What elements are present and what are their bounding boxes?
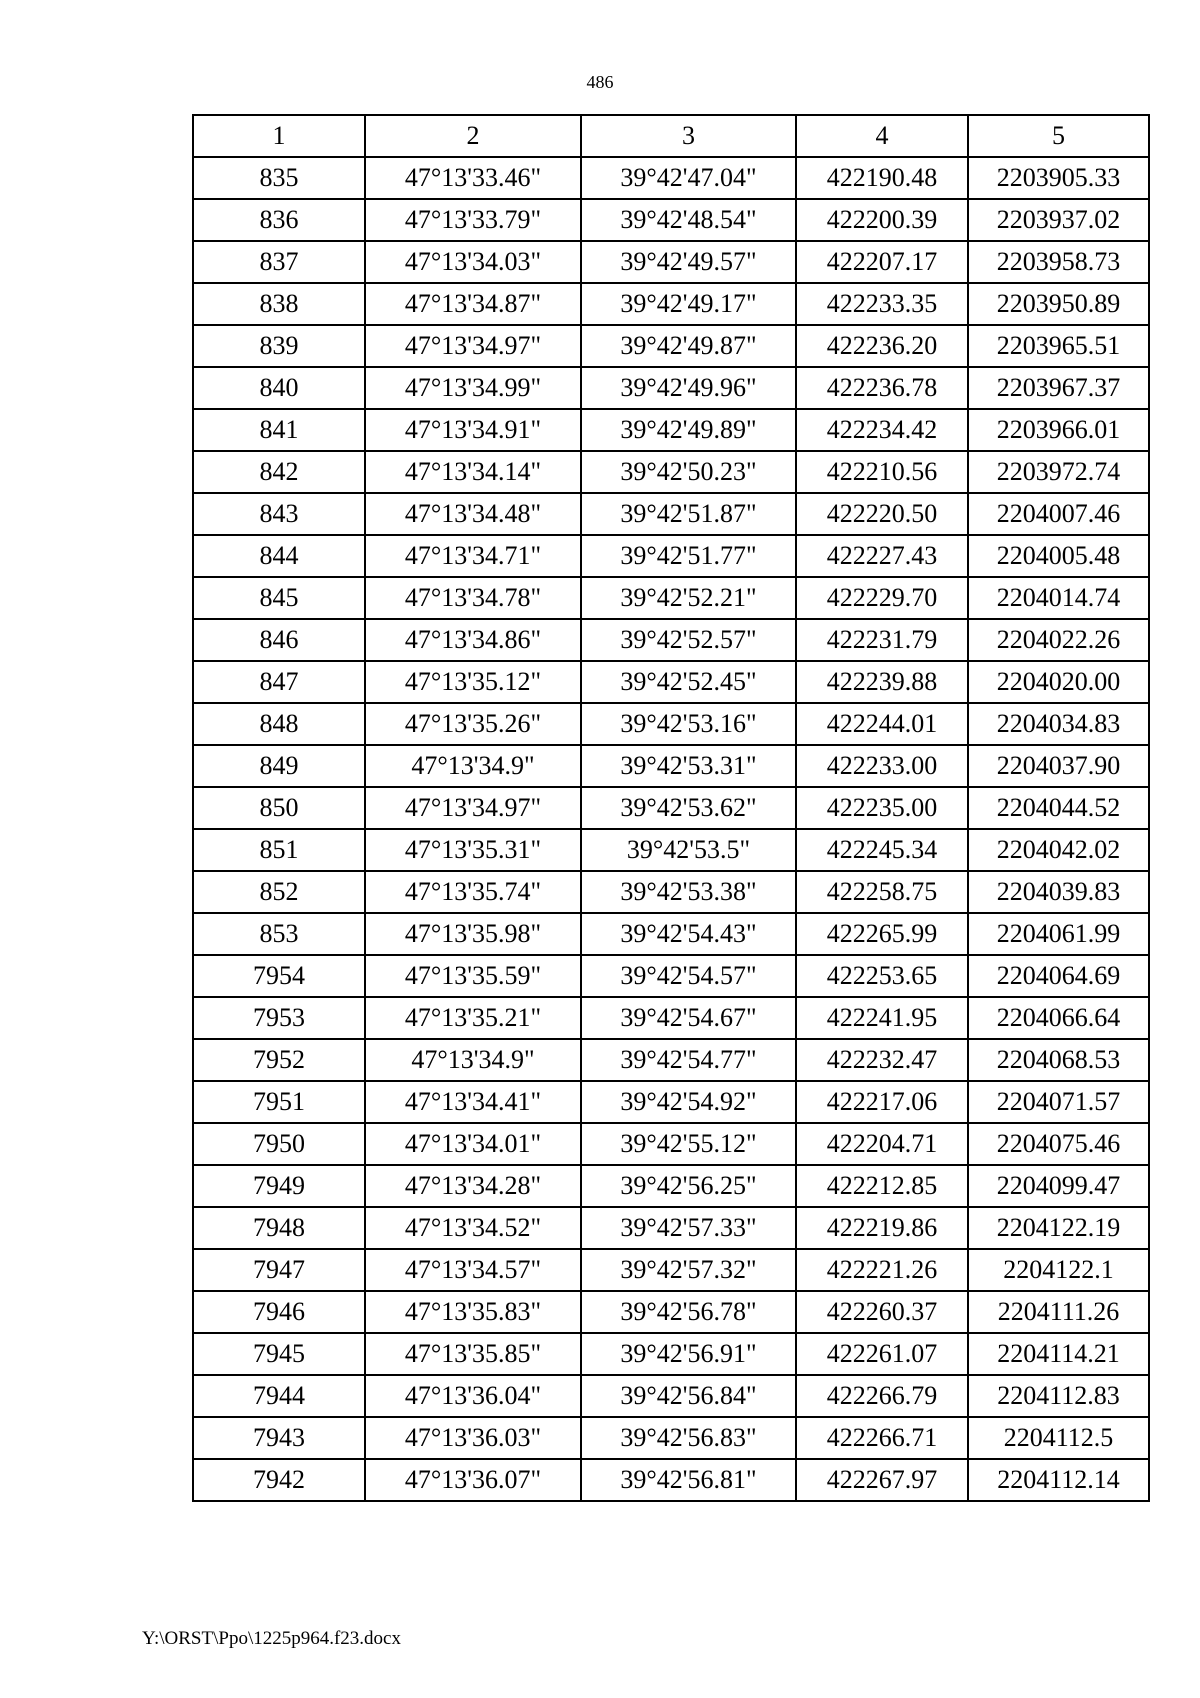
latitude-cell: 47°13'34.9" <box>365 1039 581 1081</box>
y-coordinate-cell: 2204064.69 <box>968 955 1149 997</box>
longitude-cell: 39°42'49.57" <box>581 241 796 283</box>
point-number-cell: 839 <box>193 325 365 367</box>
table-row <box>193 1459 1149 1501</box>
point-number-cell: 836 <box>193 199 365 241</box>
latitude-cell: 47°13'34.03" <box>365 241 581 283</box>
longitude-cell: 39°42'48.54" <box>581 199 796 241</box>
y-coordinate-cell: 2204071.57 <box>968 1081 1149 1123</box>
y-coordinate-cell: 2204039.83 <box>968 871 1149 913</box>
x-coordinate-cell: 422229.70 <box>796 577 968 619</box>
latitude-cell: 47°13'34.41" <box>365 1081 581 1123</box>
point-number-cell: 7953 <box>193 997 365 1039</box>
latitude-cell: 47°13'35.85" <box>365 1333 581 1375</box>
x-coordinate-cell: 422190.48 <box>796 157 968 199</box>
latitude-cell: 47°13'34.91" <box>365 409 581 451</box>
table-row <box>193 451 1149 493</box>
y-coordinate-cell: 2204068.53 <box>968 1039 1149 1081</box>
footer-file-path: Y:\ORST\Ppo\1225p964.f23.docx <box>142 1628 401 1649</box>
longitude-cell: 39°42'54.43" <box>581 913 796 955</box>
point-number-cell: 837 <box>193 241 365 283</box>
y-coordinate-cell: 2204112.5 <box>968 1417 1149 1459</box>
x-coordinate-cell: 422221.26 <box>796 1249 968 1291</box>
x-coordinate-cell: 422244.01 <box>796 703 968 745</box>
page-number: 486 <box>586 72 614 92</box>
x-coordinate-cell: 422219.86 <box>796 1207 968 1249</box>
point-number-cell: 845 <box>193 577 365 619</box>
point-number-cell: 842 <box>193 451 365 493</box>
latitude-cell: 47°13'35.31" <box>365 829 581 871</box>
x-coordinate-cell: 422239.88 <box>796 661 968 703</box>
x-coordinate-cell: 422231.79 <box>796 619 968 661</box>
y-coordinate-cell: 2204112.83 <box>968 1375 1149 1417</box>
longitude-cell: 39°42'57.33" <box>581 1207 796 1249</box>
table-row <box>193 241 1149 283</box>
longitude-cell: 39°42'49.87" <box>581 325 796 367</box>
y-coordinate-cell: 2204122.1 <box>968 1249 1149 1291</box>
latitude-cell: 47°13'35.21" <box>365 997 581 1039</box>
longitude-cell: 39°42'51.87" <box>581 493 796 535</box>
latitude-cell: 47°13'34.01" <box>365 1123 581 1165</box>
y-coordinate-cell: 2203937.02 <box>968 199 1149 241</box>
table-row <box>193 325 1149 367</box>
y-coordinate-cell: 2203966.01 <box>968 409 1149 451</box>
table-row <box>193 535 1149 577</box>
x-coordinate-cell: 422267.97 <box>796 1459 968 1501</box>
latitude-cell: 47°13'35.83" <box>365 1291 581 1333</box>
y-coordinate-cell: 2204061.99 <box>968 913 1149 955</box>
longitude-cell: 39°42'55.12" <box>581 1123 796 1165</box>
x-coordinate-cell: 422266.79 <box>796 1375 968 1417</box>
point-number-cell: 7942 <box>193 1459 365 1501</box>
table-row <box>193 1123 1149 1165</box>
latitude-cell: 47°13'36.07" <box>365 1459 581 1501</box>
table-row <box>193 913 1149 955</box>
x-coordinate-cell: 422233.00 <box>796 745 968 787</box>
point-number-cell: 7946 <box>193 1291 365 1333</box>
point-number-cell: 7954 <box>193 955 365 997</box>
column-header-point-number: 1 <box>193 115 365 157</box>
y-coordinate-cell: 2204037.90 <box>968 745 1149 787</box>
point-number-cell: 7949 <box>193 1165 365 1207</box>
table-row <box>193 283 1149 325</box>
point-number-cell: 849 <box>193 745 365 787</box>
longitude-cell: 39°42'52.45" <box>581 661 796 703</box>
table-row <box>193 661 1149 703</box>
latitude-cell: 47°13'34.97" <box>365 325 581 367</box>
longitude-cell: 39°42'56.91" <box>581 1333 796 1375</box>
point-number-cell: 853 <box>193 913 365 955</box>
y-coordinate-cell: 2204020.00 <box>968 661 1149 703</box>
table-row <box>193 157 1149 199</box>
y-coordinate-cell: 2204022.26 <box>968 619 1149 661</box>
point-number-cell: 835 <box>193 157 365 199</box>
latitude-cell: 47°13'34.48" <box>365 493 581 535</box>
point-number-cell: 7947 <box>193 1249 365 1291</box>
x-coordinate-cell: 422236.78 <box>796 367 968 409</box>
longitude-cell: 39°42'56.84" <box>581 1375 796 1417</box>
latitude-cell: 47°13'36.03" <box>365 1417 581 1459</box>
longitude-cell: 39°42'53.5" <box>581 829 796 871</box>
latitude-cell: 47°13'35.98" <box>365 913 581 955</box>
column-header-y-coordinate: 5 <box>968 115 1149 157</box>
point-number-cell: 843 <box>193 493 365 535</box>
latitude-cell: 47°13'34.52" <box>365 1207 581 1249</box>
latitude-cell: 47°13'34.87" <box>365 283 581 325</box>
longitude-cell: 39°42'52.57" <box>581 619 796 661</box>
y-coordinate-cell: 2204112.14 <box>968 1459 1149 1501</box>
table-row <box>193 1039 1149 1081</box>
x-coordinate-cell: 422236.20 <box>796 325 968 367</box>
x-coordinate-cell: 422217.06 <box>796 1081 968 1123</box>
latitude-cell: 47°13'34.78" <box>365 577 581 619</box>
x-coordinate-cell: 422232.47 <box>796 1039 968 1081</box>
table-row <box>193 955 1149 997</box>
point-number-cell: 7944 <box>193 1375 365 1417</box>
y-coordinate-cell: 2204042.02 <box>968 829 1149 871</box>
point-number-cell: 852 <box>193 871 365 913</box>
longitude-cell: 39°42'49.17" <box>581 283 796 325</box>
latitude-cell: 47°13'35.12" <box>365 661 581 703</box>
latitude-cell: 47°13'33.46" <box>365 157 581 199</box>
table-header <box>193 115 1149 157</box>
point-number-cell: 846 <box>193 619 365 661</box>
point-number-cell: 841 <box>193 409 365 451</box>
longitude-cell: 39°42'53.16" <box>581 703 796 745</box>
point-number-cell: 851 <box>193 829 365 871</box>
latitude-cell: 47°13'33.79" <box>365 199 581 241</box>
y-coordinate-cell: 2203967.37 <box>968 367 1149 409</box>
column-header-longitude: 3 <box>581 115 796 157</box>
latitude-cell: 47°13'34.86" <box>365 619 581 661</box>
x-coordinate-cell: 422241.95 <box>796 997 968 1039</box>
point-number-cell: 7951 <box>193 1081 365 1123</box>
x-coordinate-cell: 422210.56 <box>796 451 968 493</box>
x-coordinate-cell: 422233.35 <box>796 283 968 325</box>
header-row <box>193 115 1149 157</box>
point-number-cell: 847 <box>193 661 365 703</box>
latitude-cell: 47°13'35.74" <box>365 871 581 913</box>
longitude-cell: 39°42'47.04" <box>581 157 796 199</box>
point-number-cell: 7943 <box>193 1417 365 1459</box>
longitude-cell: 39°42'54.67" <box>581 997 796 1039</box>
x-coordinate-cell: 422207.17 <box>796 241 968 283</box>
x-coordinate-cell: 422266.71 <box>796 1417 968 1459</box>
table-row <box>193 367 1149 409</box>
longitude-cell: 39°42'50.23" <box>581 451 796 493</box>
x-coordinate-cell: 422265.99 <box>796 913 968 955</box>
longitude-cell: 39°42'56.83" <box>581 1417 796 1459</box>
point-number-cell: 840 <box>193 367 365 409</box>
latitude-cell: 47°13'34.28" <box>365 1165 581 1207</box>
x-coordinate-cell: 422260.37 <box>796 1291 968 1333</box>
point-number-cell: 838 <box>193 283 365 325</box>
table-row <box>193 703 1149 745</box>
table-row <box>193 829 1149 871</box>
x-coordinate-cell: 422212.85 <box>796 1165 968 1207</box>
y-coordinate-cell: 2204075.46 <box>968 1123 1149 1165</box>
longitude-cell: 39°42'53.62" <box>581 787 796 829</box>
table-row <box>193 199 1149 241</box>
table-row <box>193 493 1149 535</box>
longitude-cell: 39°42'56.81" <box>581 1459 796 1501</box>
latitude-cell: 47°13'34.99" <box>365 367 581 409</box>
latitude-cell: 47°13'35.26" <box>365 703 581 745</box>
point-number-cell: 848 <box>193 703 365 745</box>
table-row <box>193 1081 1149 1123</box>
table-row <box>193 619 1149 661</box>
table-row <box>193 409 1149 451</box>
longitude-cell: 39°42'56.78" <box>581 1291 796 1333</box>
x-coordinate-cell: 422258.75 <box>796 871 968 913</box>
y-coordinate-cell: 2204099.47 <box>968 1165 1149 1207</box>
x-coordinate-cell: 422200.39 <box>796 199 968 241</box>
table-row <box>193 1291 1149 1333</box>
table-row <box>193 1375 1149 1417</box>
y-coordinate-cell: 2203950.89 <box>968 283 1149 325</box>
latitude-cell: 47°13'34.9" <box>365 745 581 787</box>
y-coordinate-cell: 2204066.64 <box>968 997 1149 1039</box>
point-number-cell: 844 <box>193 535 365 577</box>
longitude-cell: 39°42'54.92" <box>581 1081 796 1123</box>
table-row <box>193 1207 1149 1249</box>
longitude-cell: 39°42'54.57" <box>581 955 796 997</box>
y-coordinate-cell: 2203972.74 <box>968 451 1149 493</box>
longitude-cell: 39°42'49.96" <box>581 367 796 409</box>
point-number-cell: 7948 <box>193 1207 365 1249</box>
table-row <box>193 1249 1149 1291</box>
x-coordinate-cell: 422235.00 <box>796 787 968 829</box>
x-coordinate-cell: 422227.43 <box>796 535 968 577</box>
y-coordinate-cell: 2204005.48 <box>968 535 1149 577</box>
y-coordinate-cell: 2204007.46 <box>968 493 1149 535</box>
latitude-cell: 47°13'34.71" <box>365 535 581 577</box>
longitude-cell: 39°42'52.21" <box>581 577 796 619</box>
latitude-cell: 47°13'34.14" <box>365 451 581 493</box>
table-row <box>193 787 1149 829</box>
x-coordinate-cell: 422253.65 <box>796 955 968 997</box>
table-row <box>193 577 1149 619</box>
x-coordinate-cell: 422245.34 <box>796 829 968 871</box>
longitude-cell: 39°42'54.77" <box>581 1039 796 1081</box>
table-row <box>193 997 1149 1039</box>
y-coordinate-cell: 2203965.51 <box>968 325 1149 367</box>
latitude-cell: 47°13'35.59" <box>365 955 581 997</box>
y-coordinate-cell: 2204014.74 <box>968 577 1149 619</box>
y-coordinate-cell: 2203958.73 <box>968 241 1149 283</box>
longitude-cell: 39°42'49.89" <box>581 409 796 451</box>
longitude-cell: 39°42'51.77" <box>581 535 796 577</box>
x-coordinate-cell: 422261.07 <box>796 1333 968 1375</box>
column-header-x-coordinate: 4 <box>796 115 968 157</box>
y-coordinate-cell: 2204034.83 <box>968 703 1149 745</box>
x-coordinate-cell: 422204.71 <box>796 1123 968 1165</box>
point-number-cell: 7952 <box>193 1039 365 1081</box>
table-row <box>193 1165 1149 1207</box>
latitude-cell: 47°13'36.04" <box>365 1375 581 1417</box>
y-coordinate-cell: 2203905.33 <box>968 157 1149 199</box>
longitude-cell: 39°42'53.38" <box>581 871 796 913</box>
table-row <box>193 1417 1149 1459</box>
table-body <box>193 157 1149 1501</box>
point-number-cell: 7950 <box>193 1123 365 1165</box>
y-coordinate-cell: 2204114.21 <box>968 1333 1149 1375</box>
y-coordinate-cell: 2204044.52 <box>968 787 1149 829</box>
y-coordinate-cell: 2204111.26 <box>968 1291 1149 1333</box>
coordinates-table <box>192 114 1150 1502</box>
longitude-cell: 39°42'57.32" <box>581 1249 796 1291</box>
x-coordinate-cell: 422234.42 <box>796 409 968 451</box>
longitude-cell: 39°42'53.31" <box>581 745 796 787</box>
longitude-cell: 39°42'56.25" <box>581 1165 796 1207</box>
table-row <box>193 745 1149 787</box>
table-row <box>193 871 1149 913</box>
table-row <box>193 1333 1149 1375</box>
latitude-cell: 47°13'34.97" <box>365 787 581 829</box>
latitude-cell: 47°13'34.57" <box>365 1249 581 1291</box>
point-number-cell: 850 <box>193 787 365 829</box>
y-coordinate-cell: 2204122.19 <box>968 1207 1149 1249</box>
column-header-latitude: 2 <box>365 115 581 157</box>
point-number-cell: 7945 <box>193 1333 365 1375</box>
x-coordinate-cell: 422220.50 <box>796 493 968 535</box>
